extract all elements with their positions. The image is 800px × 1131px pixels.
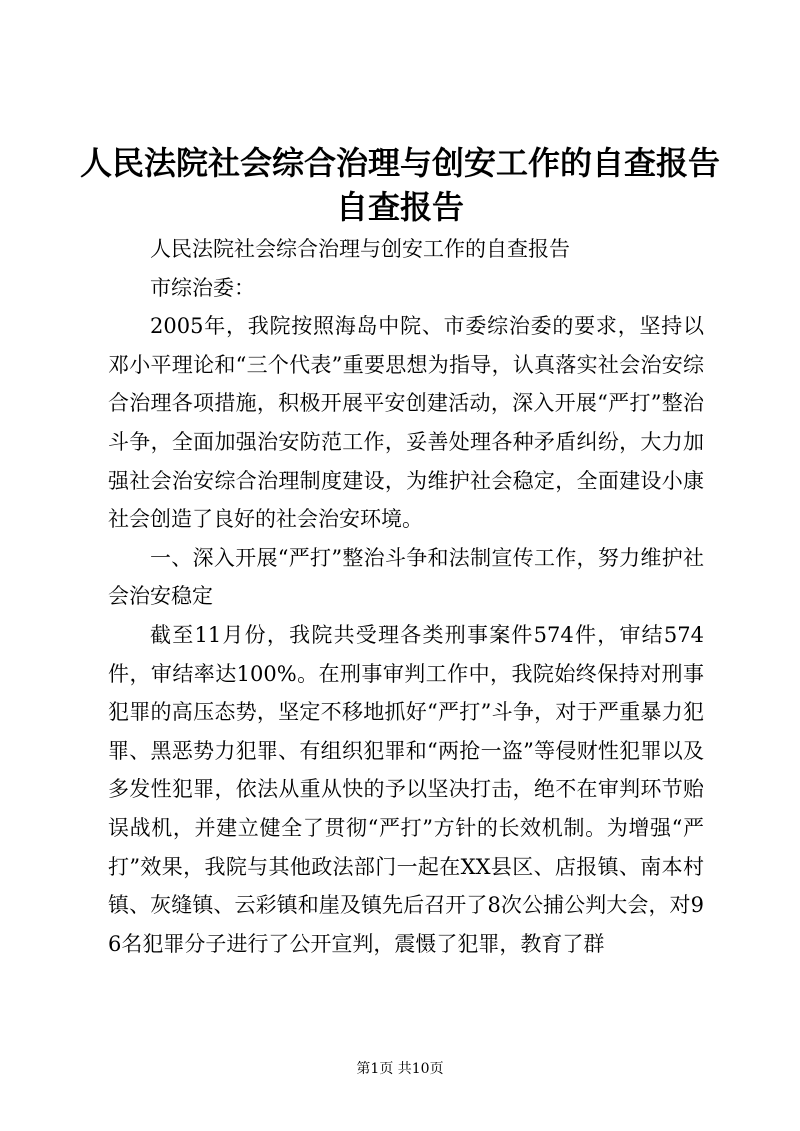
page-number-footer: 第1页 共10页 [356,1061,444,1077]
document-body [108,230,704,963]
paragraph-section-body: 截至11月份，我院共受理各类刑事案件574件，审结574件，审结率达100%。在刑事审判工作中，我院始终保持对刑事犯罪的高压态势，坚定不移地抓好“严打”斗争，对于严重暴力犯罪、黑恶势力犯罪、有组织犯罪和“两抢一盗”等侵财性犯罪以及多发性犯罪，依法从重从快的予以坚决打击，绝不在审判环节贻误战机，并建立健全了贯彻“严打”方针的长效机制。为增强“严打”效果，我院与其他政法部门一起在XX县区、店报镇、南本村镇、灰缝镇、云彩镇和崖及镇先后召开了8次公捕公判大会，对96名犯罪分子进行了公开宣判，震慑了犯罪，教育了群 [108,622,704,956]
document-subtitle: 自查报告 [335,188,464,226]
paragraph-section-heading: 一、深入开展“严打”整治斗争和法制宣传工作，努力维护社会治安稳定 [108,545,704,609]
paragraph-heading-repeat: 人民法院社会综合治理与创安工作的自查报告 [150,237,570,261]
paragraph-salutation: 市综治委： [150,275,255,300]
paragraph-intro: 2005年，我院按照海岛中院、市委综治委的要求，坚持以邓小平理论和“三个代表”重要思想为指导，认真落实社会治安综合治理各项措施，积极开展平安创建活动，深入开展“严打”整治斗争，全面加强治安防范工作，妥善处理各种矛盾纠纷，大力加强社会治安综合治理制度建设，为维护社会稳定，全面建设小康社会创造了良好的社会治安环境。 [108,314,704,532]
document-title: 人民法院社会综合治理与创安工作的自查报告 [79,144,720,182]
